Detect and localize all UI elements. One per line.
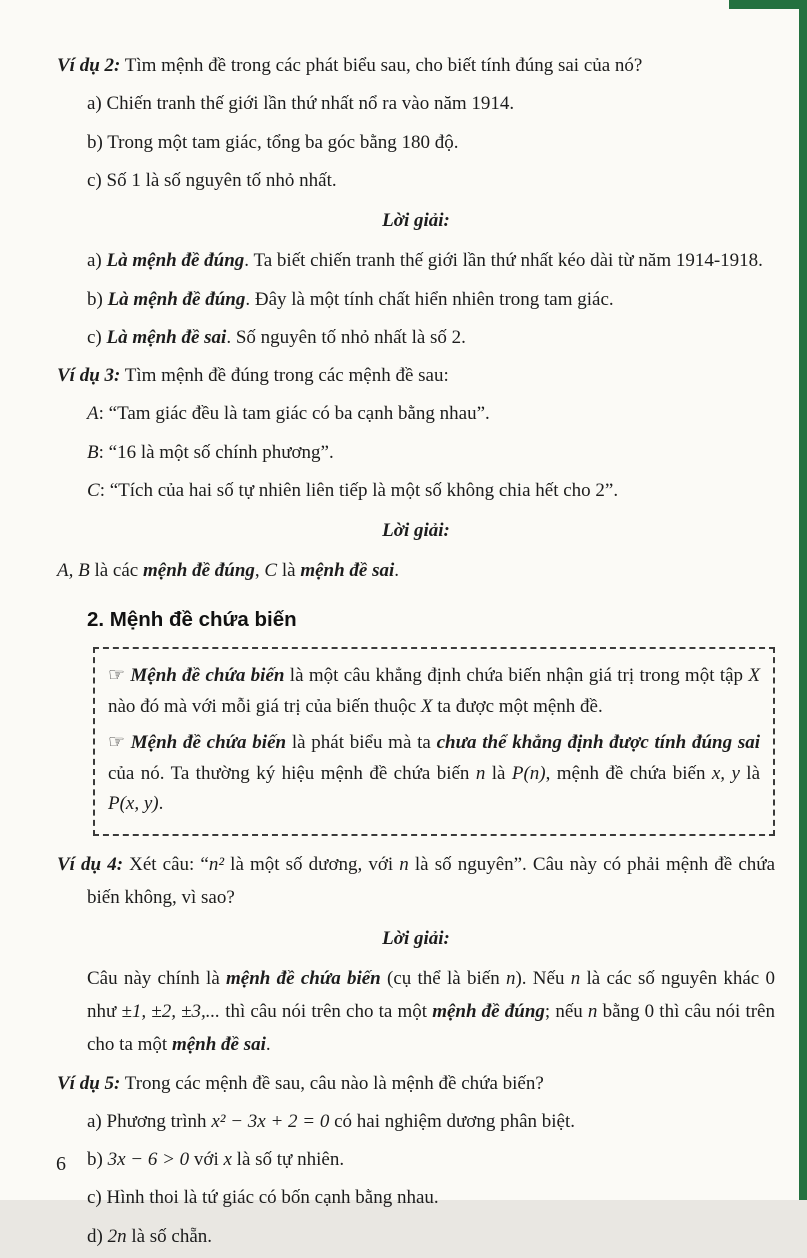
example-5-item-b: [57, 1143, 775, 1176]
text-run: (cụ thể là biến: [380, 967, 506, 989]
text-run: là số chẵn.: [126, 1225, 213, 1247]
text-run: x, y: [711, 762, 740, 784]
text-run: x: [223, 1149, 232, 1171]
example-3-statement: [57, 359, 775, 392]
text-run: B: [87, 441, 99, 463]
example-5-item-d: [57, 1220, 775, 1253]
example-2-item-b: [57, 126, 775, 159]
text-run: : “16 là một số chính phương”.: [98, 441, 334, 463]
text-run: Trong các mệnh đề sau, câu nào là mệnh đề chứa biến?: [120, 1072, 544, 1094]
text-run: là số tự nhiên.: [231, 1149, 345, 1171]
text-run: 2n: [107, 1225, 127, 1247]
text-run: c) Hình thoi là tứ giác có bốn cạnh bằng nhau.: [87, 1187, 439, 1209]
text-run: là: [277, 560, 301, 582]
text-run: x² − 3x + 2 = 0: [211, 1110, 330, 1132]
text-run: : “Tam giác đều là tam giác có ba cạnh bằng nhau”.: [98, 403, 490, 425]
text-run: . Ta biết chiến tranh thế giới lần thứ nhất kéo dài từ năm 1914-1918.: [244, 250, 763, 272]
text-run: . Đây là một tính chất hiển nhiên trong tam giác.: [245, 288, 614, 310]
text-run: . Số nguyên tố nhỏ nhất là số 2.: [226, 326, 466, 348]
text-run: b) Trong một tam giác, tổng ba góc bằng 180 độ.: [87, 131, 459, 153]
text-run: b): [87, 1149, 108, 1171]
text-run: thì câu nói trên cho ta một: [220, 1001, 433, 1023]
document-content: [57, 44, 775, 1258]
text-run: .: [265, 1034, 271, 1056]
text-run: có hai nghiệm dương phân biệt.: [329, 1110, 575, 1132]
solution-3-answer: [57, 554, 775, 587]
definition-2: [108, 728, 760, 820]
text-run: mệnh đề đúng: [432, 1001, 545, 1023]
text-run: ). Nếu: [515, 967, 571, 989]
page-edge-accent-top: [729, 0, 807, 9]
text-run: Lời giải:: [382, 520, 450, 541]
text-run: Mệnh đề chứa biến: [130, 665, 285, 687]
text-run: X: [420, 696, 433, 718]
text-run: a): [87, 250, 107, 272]
text-run: là một câu khẳng định chứa biến nhận giá trị trong một tập: [284, 665, 749, 687]
text-run: c) Số 1 là số nguyên tố nhỏ nhất.: [87, 169, 337, 191]
text-run: là: [739, 762, 760, 784]
text-run: là số nguyên”. Câu này có phải mệnh đề chứa biến không, vì sao?: [87, 854, 776, 909]
solution-label-3: [57, 922, 775, 955]
text-run: Lời giải:: [382, 927, 450, 949]
example-2-item-a: [57, 87, 775, 120]
text-run: của nó. Ta thường ký hiệu mệnh đề chứa biến: [108, 762, 476, 784]
text-run: nào đó mà với mỗi giá trị của biến thuộc: [108, 696, 421, 718]
text-run: C: [87, 479, 100, 501]
text-run: là các: [89, 560, 143, 582]
text-run: mệnh đề đúng: [142, 560, 255, 582]
text-run: P(x, y): [108, 793, 159, 815]
text-run: n: [475, 762, 486, 784]
text-run: A, B: [57, 560, 90, 582]
solution-label-1: [57, 204, 775, 237]
text-run: Câu này chính là: [87, 967, 227, 989]
example-2-statement: [57, 49, 775, 82]
solution-4-answer: [57, 962, 775, 1062]
definition-box: [93, 647, 775, 836]
text-run: bằng 0 thì câu nói trên cho ta một: [87, 1001, 775, 1056]
text-run: d): [87, 1225, 108, 1247]
solution-2-item-a: [57, 244, 775, 277]
definition-1: [108, 661, 760, 723]
text-run: , mệnh đề chứa biến: [545, 762, 712, 784]
text-run: Là mệnh đề đúng: [106, 250, 245, 272]
text-run: mệnh đề chứa biến: [226, 967, 381, 989]
text-run: : “Tích của hai số tự nhiên liên tiếp là một số không chia hết cho 2”.: [99, 479, 619, 501]
example-5-item-c: [57, 1181, 775, 1214]
example-3-proposition-a: [57, 397, 775, 430]
example-5-item-a: [57, 1105, 775, 1138]
solution-2-item-c: [57, 321, 775, 354]
example-2-item-c: [57, 164, 775, 197]
text-run: là các số nguyên khác 0 như: [87, 967, 775, 1023]
text-run: a) Chiến tranh thế giới lần thứ nhất nổ ra vào năm 1914.: [87, 93, 515, 115]
text-run: b): [87, 288, 108, 310]
text-run: n: [587, 1001, 598, 1023]
text-run: Là mệnh đề đúng: [107, 288, 246, 310]
text-run: ☞: [108, 665, 131, 687]
text-run: ±1, ±2, ±3,...: [121, 1001, 221, 1023]
text-run: n: [505, 967, 516, 989]
text-run: Tìm mệnh đề đúng trong các mệnh đề sau:: [120, 365, 449, 386]
example-5-statement: [57, 1067, 775, 1100]
text-run: P(n): [511, 762, 546, 784]
text-run: 2. Mệnh đề chứa biến: [87, 607, 297, 631]
example-3-proposition-b: [57, 436, 775, 469]
text-run: ☞: [108, 731, 131, 753]
text-run: c): [87, 326, 107, 348]
example-4-statement: [57, 848, 775, 915]
example-3-proposition-c: [57, 474, 775, 507]
text-run: a) Phương trình: [87, 1110, 212, 1132]
text-run: .: [158, 793, 164, 815]
solution-2-item-b: [57, 283, 775, 316]
text-run: X: [748, 665, 760, 687]
text-run: ,: [254, 560, 265, 582]
section-2-heading: [57, 602, 775, 638]
text-run: là một số dương, với: [224, 854, 400, 876]
text-run: Ví dụ 5:: [57, 1072, 121, 1094]
text-run: n²: [208, 854, 225, 876]
text-run: ta được một mệnh đề.: [432, 696, 603, 718]
text-run: 3x − 6 > 0: [107, 1149, 190, 1171]
text-run: n: [570, 967, 581, 989]
text-run: Ví dụ 4:: [57, 854, 124, 876]
text-run: Là mệnh đề sai: [106, 326, 227, 348]
text-run: C: [264, 560, 278, 582]
text-run: Tìm mệnh đề trong các phát biểu sau, cho biết tính đúng sai của nó?: [120, 55, 643, 76]
text-run: Ví dụ 2:: [57, 55, 121, 76]
text-run: với: [189, 1149, 224, 1171]
text-run: Mệnh đề chứa biến: [130, 731, 287, 753]
text-run: Lời giải:: [382, 210, 450, 231]
text-run: n: [399, 854, 409, 876]
text-run: Xét câu: “: [123, 854, 209, 876]
text-run: A: [87, 403, 99, 425]
text-run: chưa thể khẳng định được tính đúng sai: [436, 731, 761, 753]
solution-label-2: [57, 514, 775, 547]
text-run: Ví dụ 3:: [57, 365, 121, 386]
text-run: ; nếu: [544, 1001, 588, 1023]
page-edge-accent-right: [799, 0, 807, 1200]
text-run: mệnh đề sai: [300, 560, 395, 582]
text-run: là: [485, 762, 512, 784]
text-run: .: [394, 560, 400, 582]
page-number: 6: [56, 1153, 66, 1175]
text-run: là phát biểu mà ta: [286, 731, 437, 753]
text-run: mệnh đề sai: [171, 1034, 266, 1056]
